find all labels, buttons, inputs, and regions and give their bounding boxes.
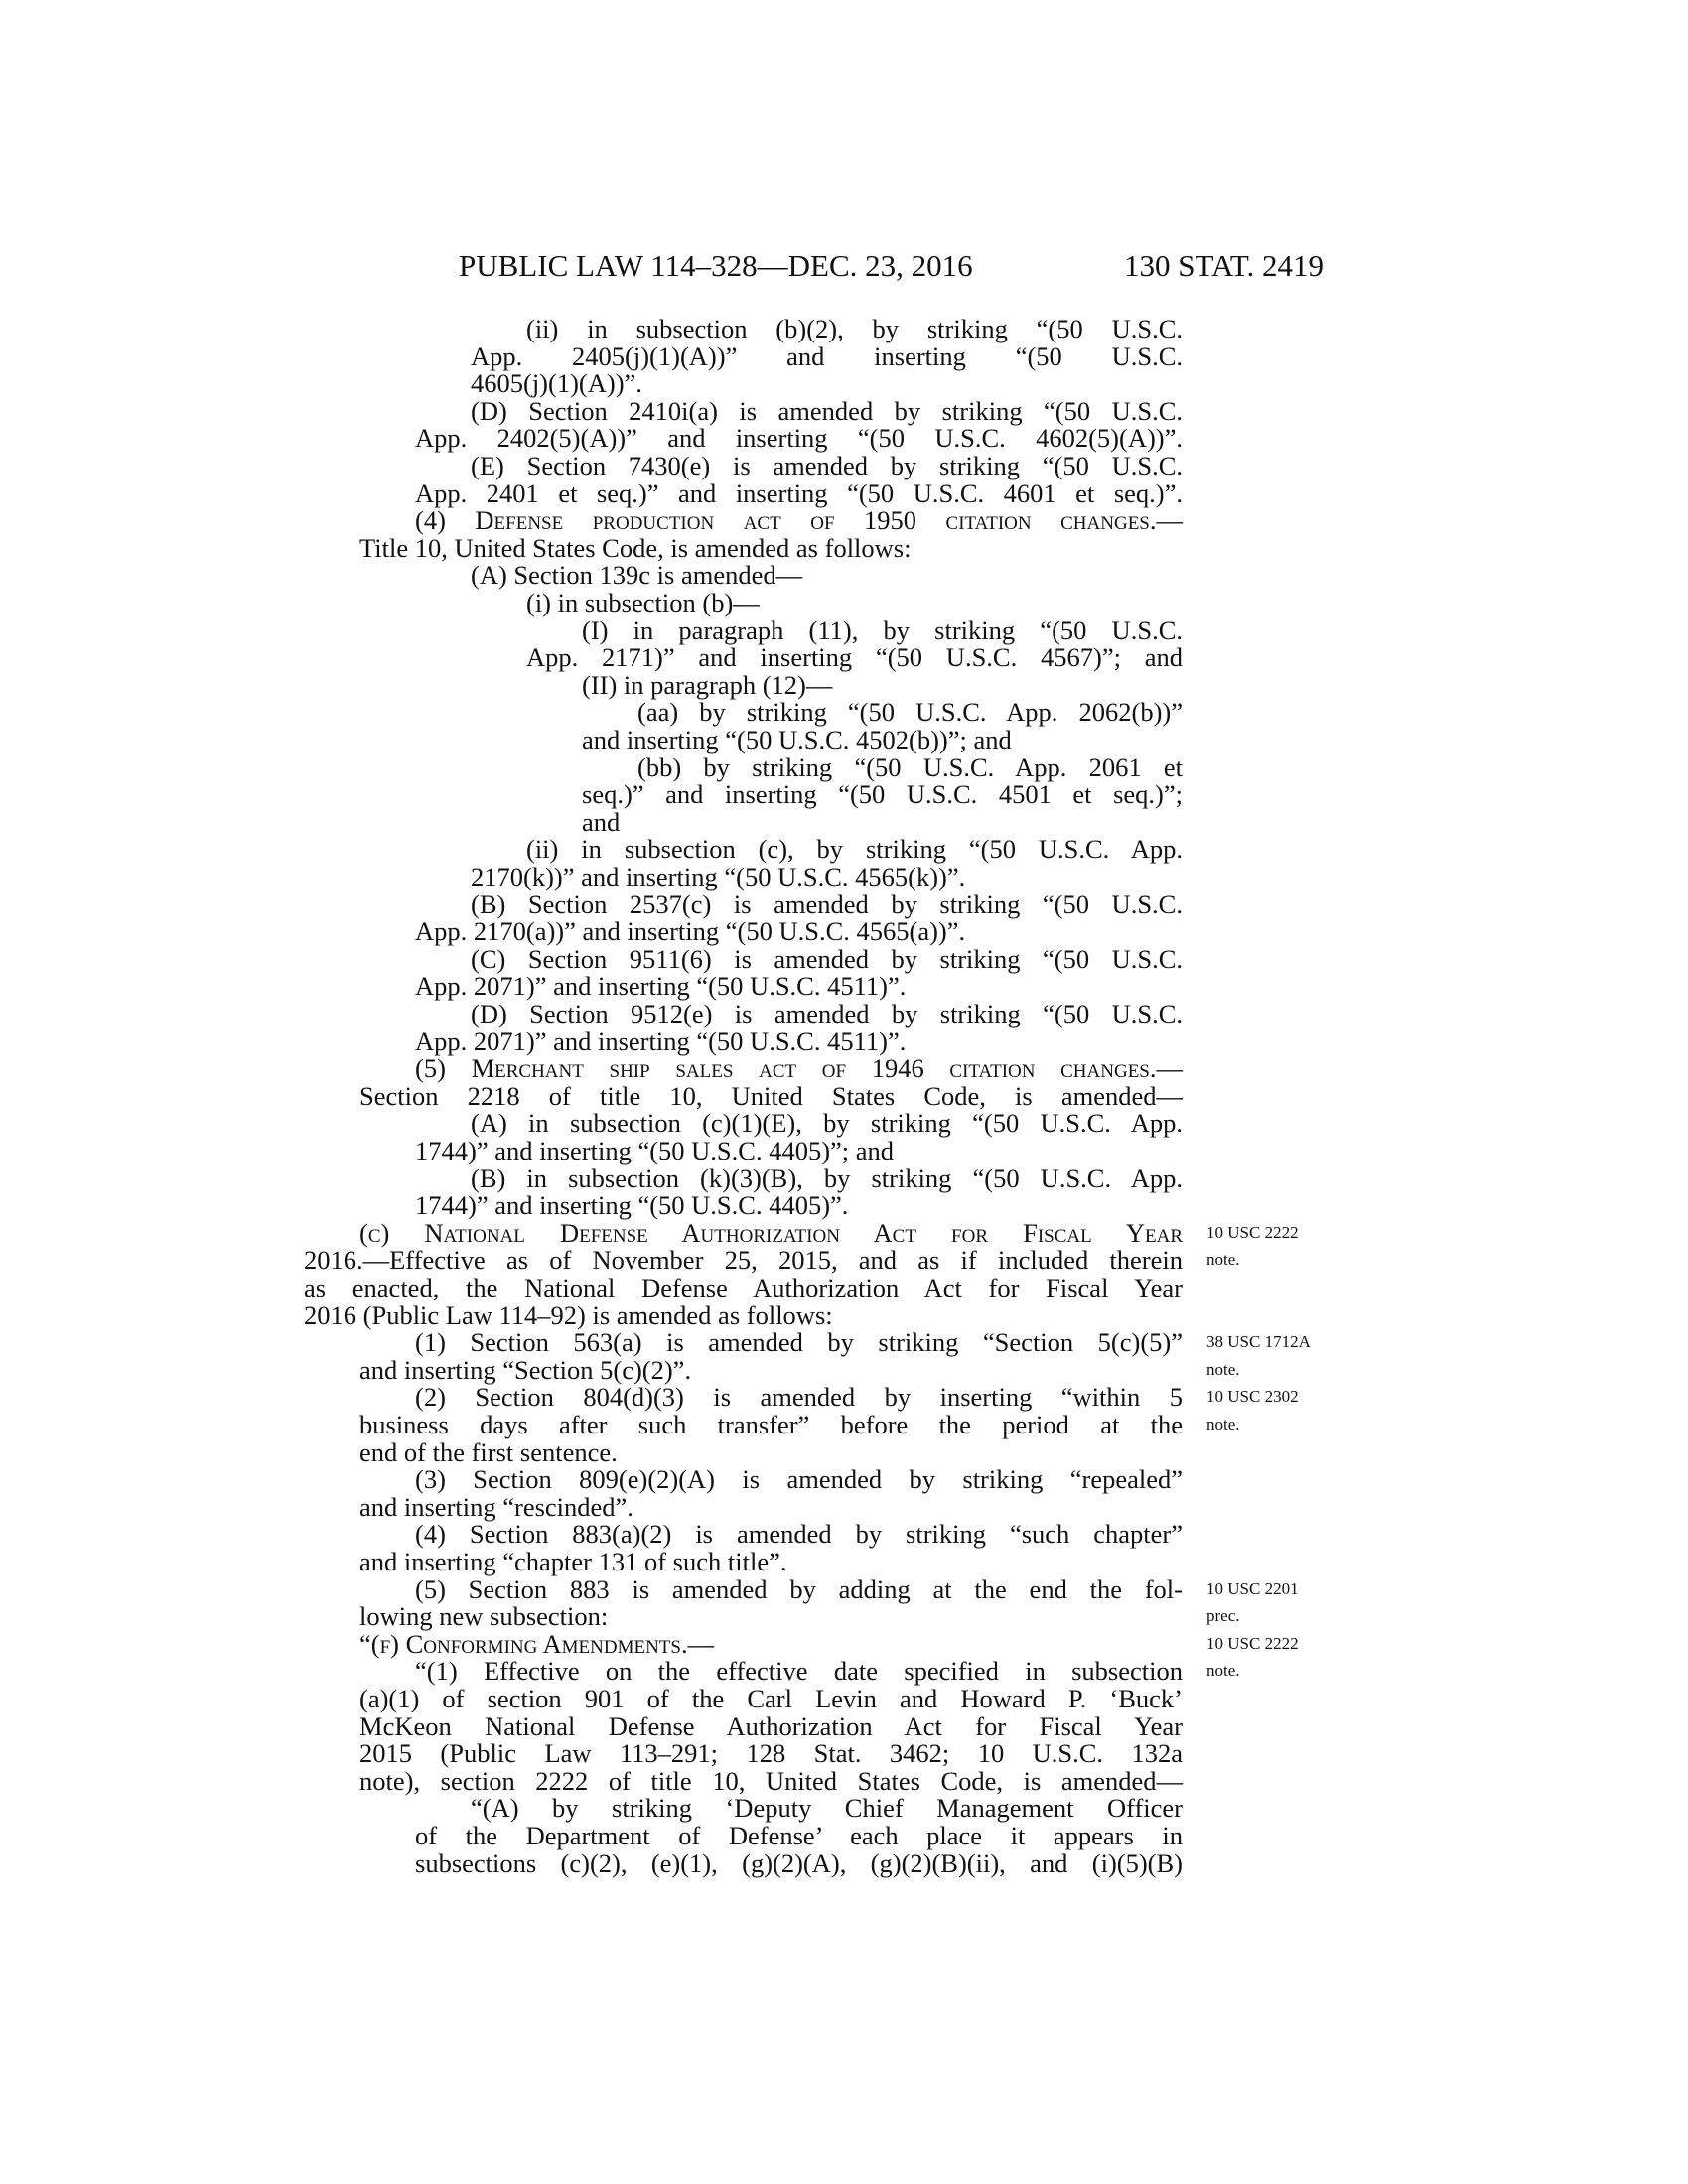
text-line: (3) Section 809(e)(2)(A) is amended by striking “repealed” [415,1464,1183,1495]
text-line: (ii) in subsection (c), by striking “(50 U.S.C. App. [526,834,1183,865]
text-line: and inserting “(50 U.S.C. 4502(b))”; and [582,725,1012,754]
text-line: (A) in subsection (c)(1)(E), by striking “(50 U.S.C. App. [471,1108,1183,1139]
text-line: (5) Merchant ship sales act of 1946 citation changes.— [415,1053,1183,1084]
text-line: (B) in subsection (k)(3)(B), by striking “(50 U.S.C. App. [471,1162,1183,1193]
text-line: 1744)” and inserting “(50 U.S.C. 4405)”. [415,1190,849,1221]
text-line: subsections (c)(2), (e)(1), (g)(2)(A), (g)(2)(B)(ii), and (i)(5)(B) [415,1847,1183,1878]
text-line: of the Department of Defense’ each place it appears in [415,1821,1183,1850]
text-line: 2170(k))” and inserting “(50 U.S.C. 4565(k))”. [471,862,966,891]
text-line: (5) Section 883 is amended by adding at the end the fol- [415,1573,1183,1604]
text-line: and [582,806,621,837]
text-line: McKeon National Defense Authorization Act for Fiscal Year [359,1710,1183,1741]
text-line: App. 2401 et seq.)” and inserting “(50 U.S.C. 4601 et seq.)”. [415,478,1183,508]
text-line: (2) Section 804(d)(3) is amended by inserting “within 5 [415,1382,1183,1413]
margin-note: note. [1206,1415,1240,1433]
text-line: “(f) Conforming Amendments.— [359,1628,715,1659]
text-line: (II) in paragraph (12)— [582,669,833,700]
text-line: (C) Section 9511(6) is amended by striking “(50 U.S.C. [471,943,1183,974]
text-line: (I) in paragraph (11), by striking “(50 U.S.C. [582,614,1183,645]
text-line: (4) Defense production act of 1950 citation changes.— [415,505,1183,536]
text-line: (D) Section 2410i(a) is amended by striking “(50 U.S.C. [471,395,1183,426]
text-line: end of the first sentence. [359,1436,618,1467]
margin-note: note. [1206,1661,1240,1681]
text-line: 4605(j)(1)(A))”. [471,368,642,399]
text-line: App. 2402(5)(A))” and inserting “(50 U.S.C. 4602(5)(A))”. [415,423,1183,454]
text-line: (a)(1) of section 901 of the Carl Levin and Howard P. ‘Buck’ [359,1684,1183,1713]
text-line: 2015 (Public Law 113–291; 128 Stat. 3462; 10 U.S.C. 132a [359,1738,1183,1769]
margin-note: prec. [1206,1606,1240,1626]
margin-note: 10 USC 2201 [1206,1578,1299,1598]
text-line: Title 10, United States Code, is amended as follows: [359,532,912,563]
text-line: (bb) by striking “(50 U.S.C. App. 2061 et [637,751,1183,782]
text-line: (1) Section 563(a) is amended by striking “Section 5(c)(5)” [415,1327,1183,1358]
text-line: note), section 2222 of title 10, United States Code, is amended— [359,1765,1183,1796]
text-line: App. 2405(j)(1)(A))” and inserting “(50 U.S.C. [471,341,1183,371]
text-line: (i) in subsection (b)— [526,588,760,617]
running-header-title: PUBLIC LAW 114–328—DEC. 23, 2016 [459,248,973,283]
text-line: and inserting “chapter 131 of such title”. [359,1547,787,1576]
text-line: (c) National Defense Authorization Act for Fiscal Year [359,1217,1183,1248]
text-line: 1744)” and inserting “(50 U.S.C. 4405)”; and [415,1136,895,1165]
text-line: and inserting “Section 5(c)(2)”. [359,1354,692,1385]
text-line: App. 2171)” and inserting “(50 U.S.C. 4567)”; and [526,642,1183,673]
text-line: (4) Section 883(a)(2) is amended by striking “such chapter” [415,1519,1183,1550]
text-line: 2016 (Public Law 114–92) is amended as follows: [304,1299,833,1330]
margin-note: 10 USC 2222 [1206,1633,1299,1653]
margin-note: note. [1206,1250,1240,1270]
text-line: “(A) by striking ‘Deputy Chief Management Officer [471,1793,1183,1824]
text-line: 2016.—Effective as of November 25, 2015, and as if included therein [304,1245,1183,1276]
margin-note: 10 USC 2302 [1206,1387,1299,1407]
text-line: (aa) by striking “(50 U.S.C. App. 2062(b))” [637,697,1183,728]
text-line: (A) Section 139c is amended— [471,560,803,591]
text-line: App. 2170(a))” and inserting “(50 U.S.C. 4565(a))”. [415,916,966,947]
text-line: seq.)” and inserting “(50 U.S.C. 4501 et seq.)”; [582,779,1183,810]
text-line: lowing new subsection: [359,1601,609,1632]
text-line: as enacted, the National Defense Authorization Act for Fiscal Year [304,1273,1183,1302]
text-line: App. 2071)” and inserting “(50 U.S.C. 4511)”. [415,1025,907,1056]
text-line: (B) Section 2537(c) is amended by striking “(50 U.S.C. [471,888,1183,919]
text-line: (E) Section 7430(e) is amended by striking “(50 U.S.C. [471,451,1183,480]
text-line: business days after such transfer” before the period at the [359,1410,1183,1439]
margin-note: 10 USC 2222 [1206,1222,1299,1242]
margin-note: 38 USC 1712A [1206,1332,1311,1352]
running-header-page-number: 130 STAT. 2419 [1124,248,1325,283]
margin-note: note. [1206,1359,1240,1379]
text-line: (ii) in subsection (b)(2), by striking “(50 U.S.C. [526,314,1183,343]
text-line: App. 2071)” and inserting “(50 U.S.C. 4511)”. [415,971,907,1002]
text-line: and inserting “rescinded”. [359,1491,633,1522]
text-line: (D) Section 9512(e) is amended by striking “(50 U.S.C. [471,999,1183,1028]
text-line: “(1) Effective on the effective date specified in subsection [415,1656,1183,1687]
text-line: Section 2218 of title 10, United States Code, is amended— [359,1080,1183,1111]
